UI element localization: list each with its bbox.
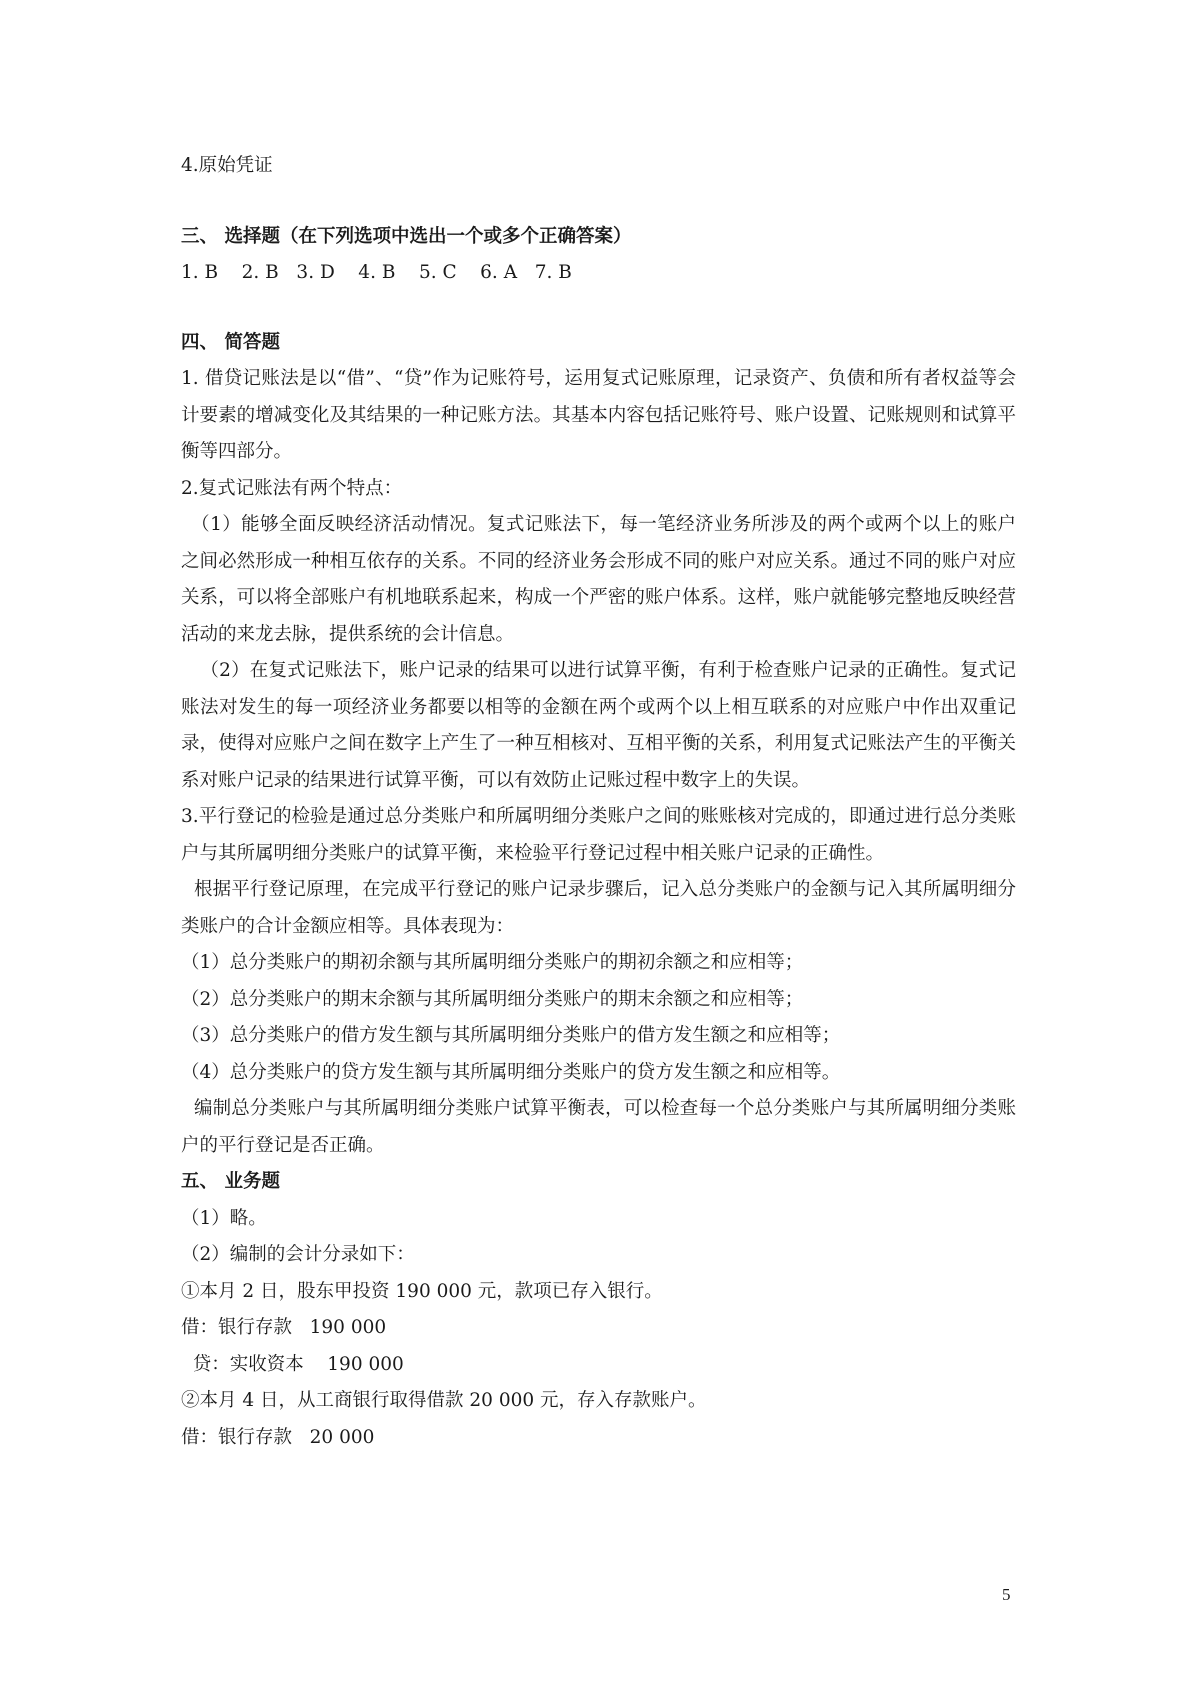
question-3-item-2: （2）总分类账户的期末余额与其所属明细分类账户的期末余额之和应相等； <box>181 988 804 1010</box>
question-2-point-1: （1）能够全面反映经济活动情况。复式记账法下，每一笔经济业务所涉及的两个或两个以上的账户之间必然形成一种相互依存的关系。不同的经济业务会形成不同的账户对应关系。通过不同的账户对应关系，可以将全部账户有机地联系起来，构成一个严密的账户体系。这样，账户就能够完整地反映经营活动的来龙去脉，提供系统的会计信息。 <box>181 514 1016 645</box>
question-2-intro: 2.复式记账法有两个特点： <box>181 477 403 499</box>
question-3-answer: 3.平行登记的检验是通过总分类账户和所属明细分类账户之间的账账核对完成的，即通过进行总分类账户与其所属明细分类账户的试算平衡，来检验平行登记过程中相关账户记录的正确性。 <box>181 806 1016 864</box>
page-content <box>181 148 1016 1456</box>
section-3-answers: 1. B 2. B 3. D 4. B 5. C 6. A 7. B <box>181 262 572 283</box>
section-5-item-1: （1）略。 <box>181 1207 267 1229</box>
section-5-heading: 五、 业务题 <box>181 1171 280 1192</box>
page-number: 5 <box>1002 1585 1011 1604</box>
spacer <box>181 292 1016 325</box>
question-1-answer: 1. 借贷记账法是以“借”、“贷”作为记账符号，运用复式记账原理，记录资产、负债和所有者权益等会计要素的增减变化及其结果的一种记账方法。其基本内容包括记账符号、账户设置、记账规则和试算平衡等四部分。 <box>181 368 1016 462</box>
entry-1-credit: 贷：实收资本 190 000 <box>181 1353 404 1375</box>
entry-1-debit: 借：银行存款 190 000 <box>181 1317 387 1338</box>
entry-2-debit: 借：银行存款 20 000 <box>181 1426 375 1448</box>
section-4-heading: 四、 简答题 <box>181 331 280 353</box>
question-3-principle: 根据平行登记原理，在完成平行登记的账户记录步骤后，记入总分类账户的金额与记入其所属明细分类账户的合计金额应相等。具体表现为： <box>181 879 1016 937</box>
section-3-heading: 三、 选择题（在下列选项中选出一个或多个正确答案） <box>181 225 632 247</box>
spacer <box>181 185 1016 219</box>
entry-1-description: ①本月 2 日，股东甲投资 190 000 元，款项已存入银行。 <box>181 1280 663 1302</box>
question-3-item-4: （4）总分类账户的贷方发生额与其所属明细分类账户的贷方发生额之和应相等。 <box>181 1061 841 1083</box>
entry-2-description: ②本月 4 日，从工商银行取得借款 20 000 元，存入存款账户。 <box>181 1390 707 1411</box>
question-3-conclusion: 编制总分类账户与其所属明细分类账户试算平衡表，可以检查每一个总分类账户与其所属明细分类账户的平行登记是否正确。 <box>181 1098 1016 1156</box>
question-2-point-2: （2）在复式记账法下，账户记录的结果可以进行试算平衡，有利于检查账户记录的正确性。复式记账法对发生的每一项经济业务都要以相等的金额在两个或两个以上相互联系的对应账户中作出双重记录，使得对应账户之间在数字上产生了一种互相核对、互相平衡的关系，利用复式记账法产生的平衡关系对账户记录的结果进行试算平衡，可以有效防止记账过程中数字上的失误。 <box>181 660 1016 791</box>
section-5-item-2: （2）编制的会计分录如下： <box>181 1244 415 1265</box>
question-3-item-3: （3）总分类账户的借方发生额与其所属明细分类账户的借方发生额之和应相等； <box>181 1025 841 1046</box>
question-3-item-1: （1）总分类账户的期初余额与其所属明细分类账户的期初余额之和应相等； <box>181 952 804 973</box>
original-voucher-line: 4.原始凭证 <box>181 155 273 176</box>
